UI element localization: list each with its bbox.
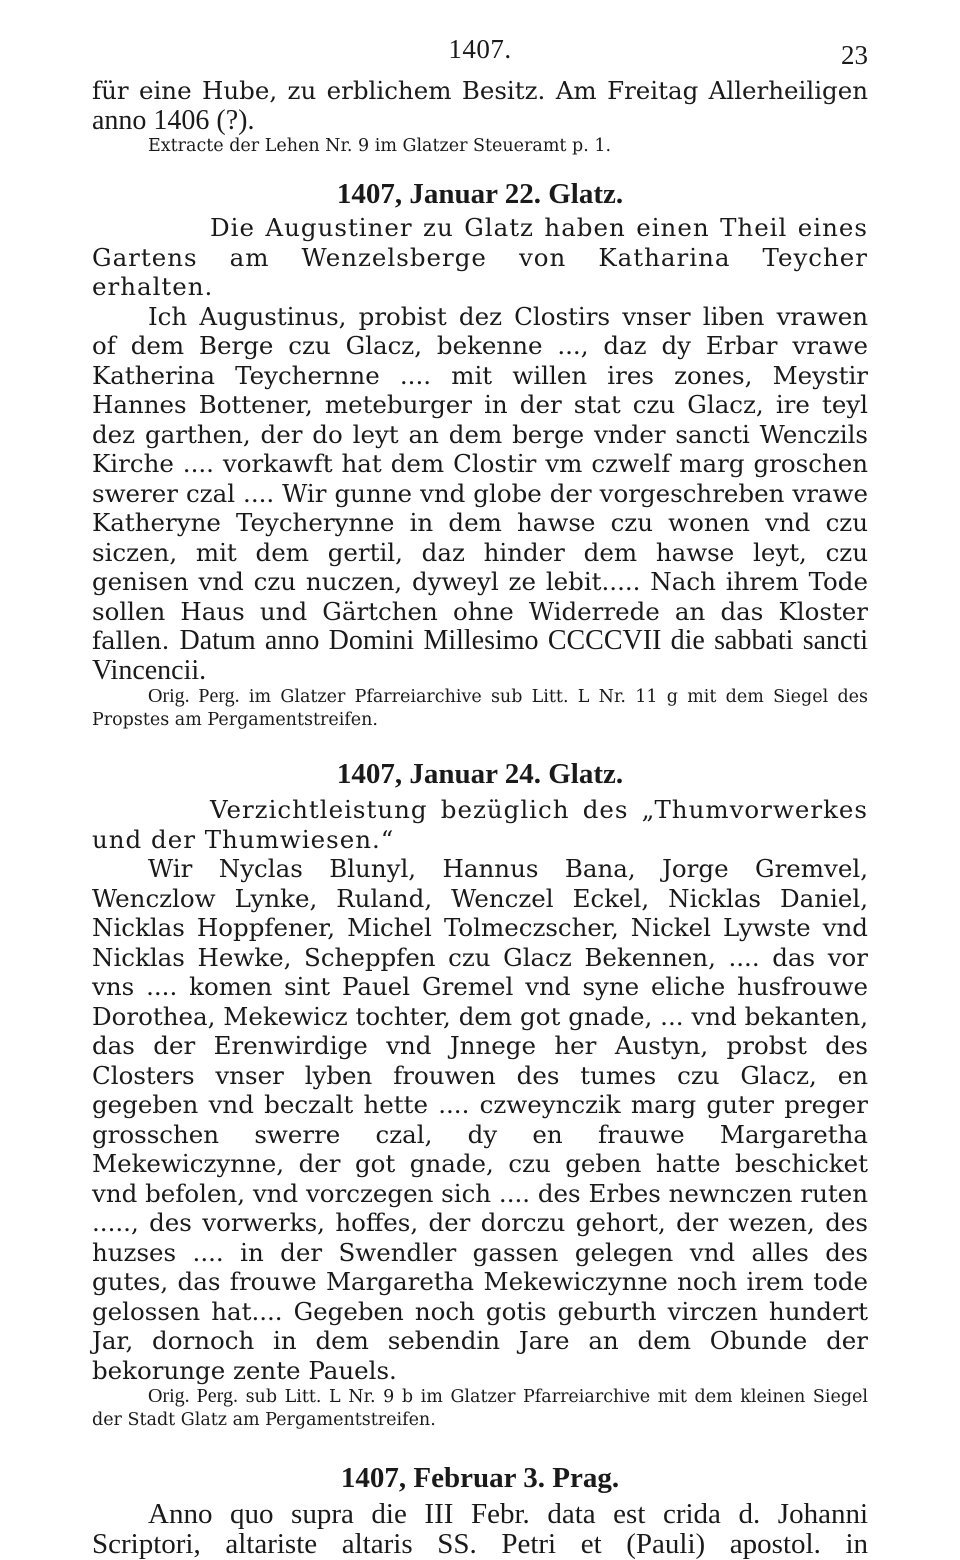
entry-body-latin: Datum anno Domini Millesimo CCCCVII die sabbati sancti Vincencii. [92,625,868,686]
running-head-year: 1407. [448,34,512,64]
entry-heading-januar-22: 1407, Januar 22. Glatz. [336,178,624,210]
intro-text: für eine Hube, zu erblichem Besitz. Am Freitag Allerheiligen [92,76,868,105]
entry-line: Scriptori, altariste altaris SS. Petri et (Pauli) apostol. in [92,1528,868,1560]
entry-source-januar-22 [92,685,868,732]
source-text: sub Litt. L Nr. 9 b im Glatzer Pfarreiarchive mit dem kleinen Siegel der Stadt Glatz am Pergamentstreifen. [92,1387,868,1430]
source-orig-label: Orig. Perg. [148,685,240,707]
entry-summary-januar-24: Verzichtleistung bezüglich des „Thumvorwerkes und der Thumwiesen.“ [92,795,868,854]
entry-body-februar-3 [92,1499,868,1559]
intro-paragraph [92,76,868,135]
entry-line: Anno quo supra die III Febr. data est crida d. Johanni [148,1498,868,1530]
source-text: im Glatzer Pfarreiarchive sub Litt. L Nr. 11 g mit dem Siegel des Propstes am Pergamentstreifen. [92,687,868,730]
page [92,28,868,1560]
entry-body-text: Ich Augustinus, probist dez Clostirs vnser liben vrawen of dem Berge czu Glacz, bekenne ..., daz dy Erbar vrawe Katherina Teychernne .... mit willen ires zones, Meystir Hannes Bottener, meteburger in der stat czu Glacz, ire teyl dez garthen, der do leyt an dem berge vnder sancti Wenczils Kirche .... vorkawft hat dem Clostir vm czwelf marg groschen swerer czal .... Wir gunne vnd globe der vorgeschreben vrawe Katheryne Teycherynne in dem hawse czu wonen vnd czu siczen, mit dem gertil, daz hinder dem hawse leyt, czu genisen vnd czu nuczen, dyweyl ze lebit..... Nach ihrem Tode sollen Haus und Gärtchen ohne Widerrede an das Kloster fallen. [92,301,868,655]
entry-heading-februar-3: 1407, Februar 3. Prag. [340,1462,620,1494]
intro-source-note: Extracte der Lehen Nr. 9 im Glatzer Steueramt p. 1. [148,136,612,156]
source-orig-label: Orig. Perg. [148,1385,238,1407]
entry-heading-januar-24: 1407, Januar 24. Glatz. [336,758,624,790]
intro-date: anno 1406 (?). [92,104,255,136]
page-number: 23 [841,40,868,70]
entry-body-januar-22 [92,302,868,686]
entry-source-januar-24 [92,1385,868,1432]
entry-body-januar-24: Wir Nyclas Blunyl, Hannus Bana, Jorge Gremvel, Wenczlow Lynke, Ruland, Wenczel Eckel, Nicklas Daniel, Nicklas Hoppfener, Michel Tolmeczscher, Nickel Lywste vnd Nicklas Hewke, Scheppfen czu Glacz Bekennen, .... das vor vns .... komen sint Pauel Gremel vnd syne eliche husfrouwe Dorothea, Mekewicz tochter, dem got gnade, ... vnd bekanten, das der Erenwirdige vnd Jnnege her Austyn, probst des Closters vnser lyben frouwen des tumes czu Glacz, en gegeben vnd beczalt hette .... czweynczik marg guter preger grosschen swerre czal, dy en frauwe Margaretha Mekewiczynne, der got gnade, czu geben hatte beschicket vnd befolen, vnd vorczegen sich .... des Erbes newnczen ruten ....., des vorwerks, hoffes, der dorczu gehort, der wezen, des huzses .... in der Swendler gassen gelegen vnd alles des gutes, das frouwe Margaretha Mekewiczynne noch irem tode gelossen hat.... Gegeben noch gotis geburth virczen hundert Jar, dornoch in dem sebendin Jare an dem Obunde der bekorunge zente Pauels. [92,854,868,1385]
entry-summary-januar-22: Die Augustiner zu Glatz haben einen Theil eines Gartens am Wenzelsberge von Katharina Teycher erhalten. [92,213,868,301]
running-head [92,28,868,76]
